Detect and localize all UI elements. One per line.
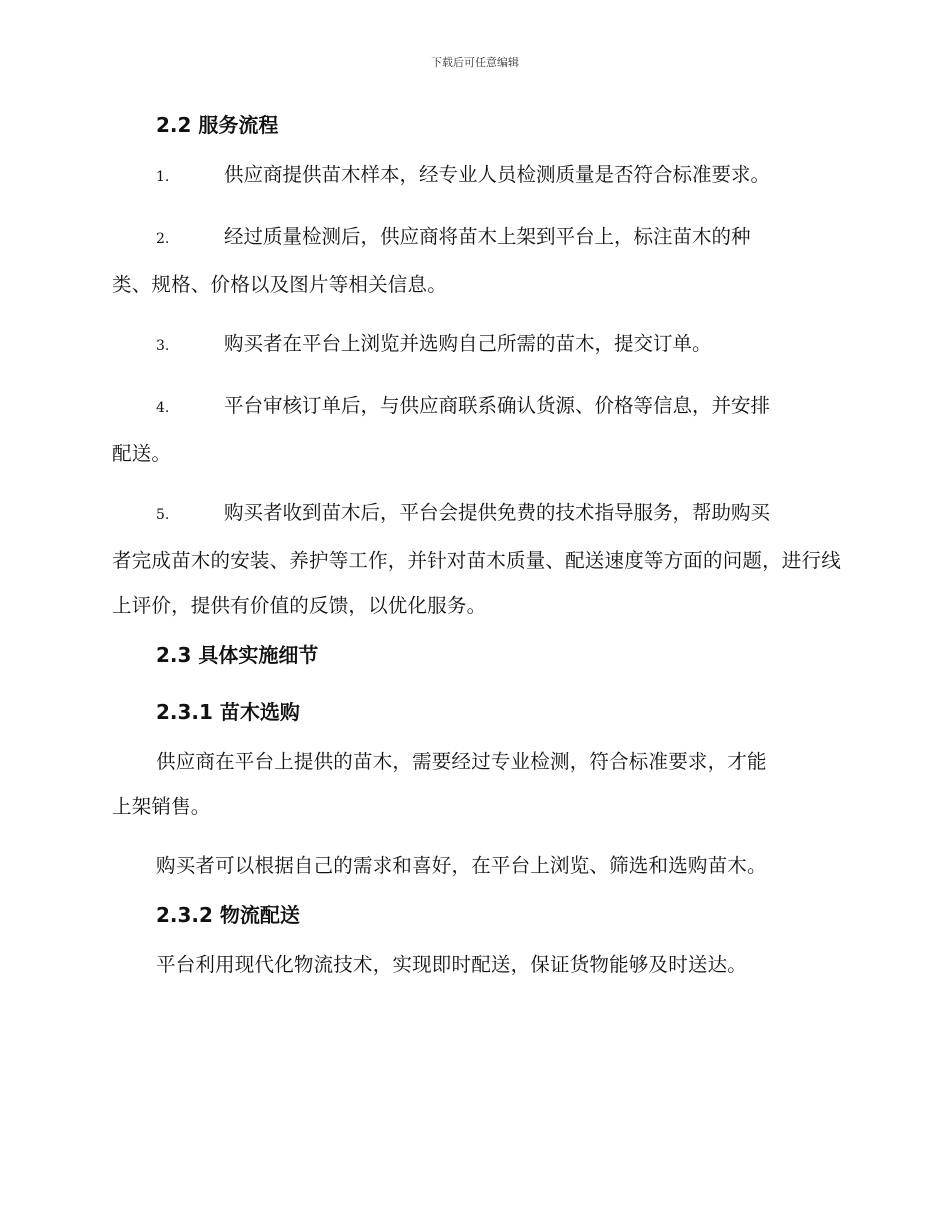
list-text-continued: 配送。 <box>112 442 172 465</box>
list-number: 3. <box>156 338 170 354</box>
paragraph-supplier-testing-continued: 上架销售。 <box>112 795 211 818</box>
list-item-step-5 <box>112 490 842 538</box>
list-text: 购买者在平台上浏览并选购自己所需的苗木，提交订单。 <box>224 332 712 355</box>
section-heading-2-3: 2.3 具体实施细节 <box>156 643 319 667</box>
paragraph-buyer-browsing: 购买者可以根据自己的需求和喜好，在平台上浏览、筛选和选购苗木。 <box>156 854 767 877</box>
paragraph-logistics: 平台利用现代化物流技术，实现即时配送，保证货物能够及时送达。 <box>156 953 748 976</box>
list-item-step-4 <box>112 383 842 431</box>
document-body <box>112 110 842 987</box>
list-text: 购买者收到苗木后，平台会提供免费的技术指导服务，帮助购买 <box>224 501 771 524</box>
list-number: 2. <box>156 231 170 247</box>
list-text: 经过质量检测后，供应商将苗木上架到平台上，标注苗木的种 <box>224 225 751 248</box>
list-number: 5. <box>156 507 170 523</box>
list-text-continued: 类、规格、价格以及图片等相关信息。 <box>112 273 447 296</box>
list-number: 4. <box>156 400 170 416</box>
list-item-step-3 <box>112 321 842 369</box>
list-text-continued: 者完成苗木的安装、养护等工作，并针对苗木质量、配送速度等方面的问题，进行线上评价，提供有价值的反馈，以优化服务。 <box>112 549 841 617</box>
list-item-step-1 <box>112 152 842 200</box>
section-heading-2-3-2: 2.3.2 物流配送 <box>156 903 300 927</box>
page-header-note: 下载后可任意编辑 <box>431 56 519 69</box>
paragraph-supplier-testing: 供应商在平台上提供的苗木，需要经过专业检测，符合标准要求，才能 <box>156 750 767 773</box>
list-text: 平台审核订单后，与供应商联系确认货源、价格等信息，并安排 <box>224 394 771 417</box>
section-heading-2-3-1: 2.3.1 苗木选购 <box>156 700 300 724</box>
list-number: 1. <box>156 169 170 185</box>
list-text: 供应商提供苗木样本，经专业人员检测质量是否符合标准要求。 <box>224 163 771 186</box>
list-item-step-2 <box>112 214 842 262</box>
section-heading-2-2: 2.2 服务流程 <box>156 113 279 137</box>
